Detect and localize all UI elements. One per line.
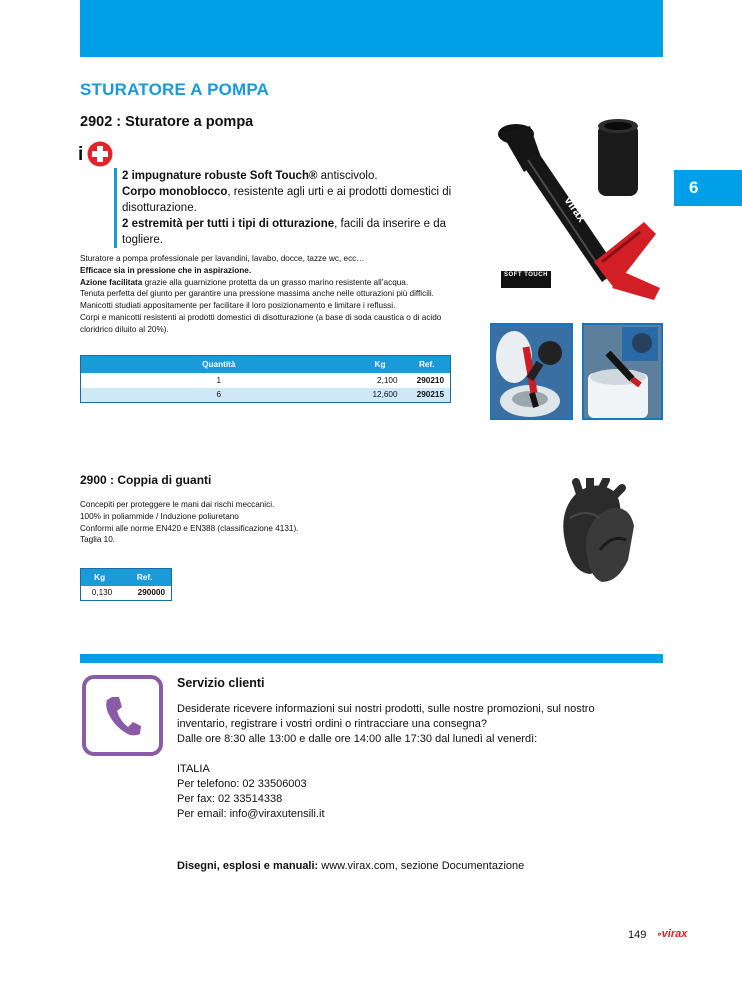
- soft-touch-logo: SOFT TOUCH: [501, 271, 551, 288]
- documentation-line[interactable]: Disegni, esplosi e manuali: www.virax.com, sezione Documentazione: [177, 860, 525, 872]
- table-row: 0,130 290000: [91, 588, 165, 598]
- feature-item: 2 impugnature robuste Soft Touch® antiscivolo.: [122, 170, 378, 182]
- gloves-image: [556, 478, 640, 586]
- medical-cross-icon: [86, 140, 114, 168]
- top-banner: [80, 0, 663, 57]
- usage-photo-sink: [582, 323, 663, 420]
- product-description-2900: Concepiti per proteggere le mani dai rischi meccanici. 100% in poliammide / Induzione poliuretano Conformi alle norme EN420 e EN388 (classificazione 4131). Taglia 10.: [80, 500, 299, 545]
- product-title-2902: 2902 : Sturatore a pompa: [80, 114, 254, 130]
- service-info: Desiderate ricevere informazioni sui nostri prodotti, sulle nostre promozioni, sul nostro inventario, registrare i vostri ordini o rintracciare una consegna? Dalle ore 8:30 alle 13:00 e dalle ore 14:00 alle 17:30 dal lunedì al venerdì: ITALIA Per telefono: 02 33506003 Per fax: 02 33514338 Per email: info@viraxutensili.it: [177, 702, 637, 822]
- col-header-qty: Quantità: [81, 356, 357, 373]
- table-row: 1 2,100 290210: [216, 375, 444, 385]
- fax-number: Per fax: 02 33514338: [177, 793, 283, 805]
- section-title: STURATORE A POMPA: [80, 80, 270, 99]
- col-header-ref: Ref.: [118, 569, 171, 586]
- col-header-kg: Kg: [357, 356, 404, 373]
- feature-item: Corpo monoblocco, resistente agli urti e ai prodotti domestici di disotturazione.: [122, 186, 452, 214]
- usage-photo-toilet: [490, 323, 573, 420]
- reference-table-2900: [80, 568, 172, 601]
- feature-list: [114, 168, 459, 248]
- section-divider-bar: [80, 654, 663, 663]
- table-row: 6 12,600 290215: [81, 388, 451, 403]
- info-letter: i: [78, 144, 84, 165]
- svg-text:virax: virax: [561, 193, 590, 225]
- col-header-ref: Ref.: [404, 356, 451, 373]
- product-description: Sturatore a pompa professionale per lavandini, lavabo, docce, tazze wc, ecc… Efficace sia in pressione che in aspirazione. Azione facilitata grazie alla guarnizione protetta da un grasso marino resistente all’acqua. Tenuta perfetta del giunto per garantire una pressione massima anche nelle otturazioni più difficili. Manicotti studiati appositamente per facilitare il loro posizionamento e limitare i reflussi. Corpi e manicotti resistenti ai prodotti domestici di disotturazione (a base di soda caustica o di acido cloridrico diluito al 20%).: [80, 254, 442, 334]
- chapter-tab[interactable]: 6: [674, 170, 742, 206]
- service-title: Servizio clienti: [177, 676, 265, 690]
- phone-icon: [104, 695, 142, 737]
- virax-logo: ∘virax: [656, 928, 688, 940]
- email-link[interactable]: Per email: info@viraxutensili.it: [177, 808, 325, 820]
- page-number: 149: [628, 929, 647, 941]
- feature-item: 2 estremità per tutti i tipi di otturazione, facili da inserire e da togliere.: [122, 218, 447, 246]
- col-header-kg: Kg: [81, 569, 119, 586]
- product-title-2900: 2900 : Coppia di guanti: [80, 473, 212, 487]
- reference-table-2902: [80, 355, 451, 403]
- phone-number[interactable]: Per telefono: 02 33506003: [177, 778, 307, 790]
- phone-icon-box: [82, 675, 163, 756]
- info-badge: [78, 140, 118, 168]
